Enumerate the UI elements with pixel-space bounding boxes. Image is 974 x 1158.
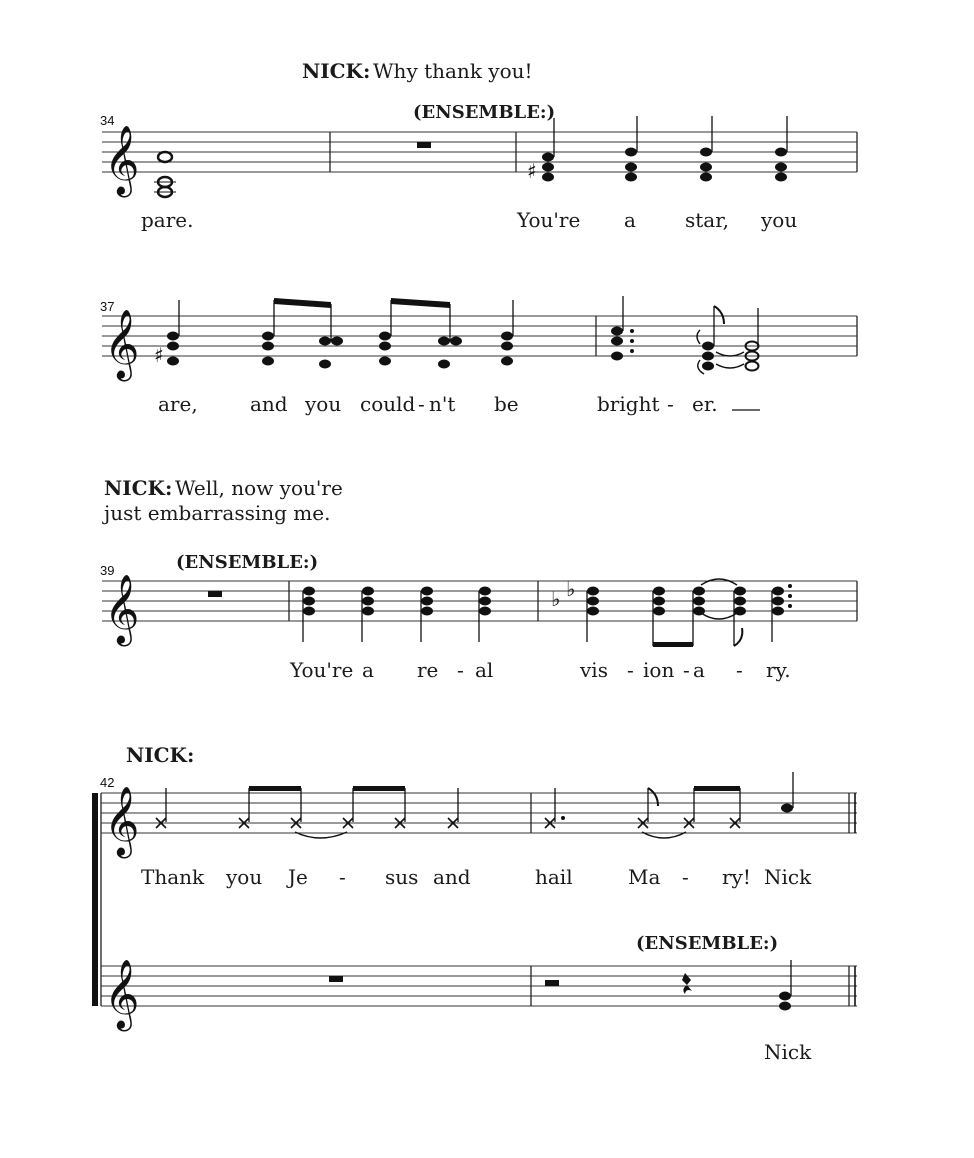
staff-lines — [102, 316, 857, 356]
lyrics-line-3 — [289, 658, 791, 682]
flat-icon: ♭ — [551, 587, 561, 611]
lyric: n't — [429, 392, 456, 416]
x-notehead-eighth — [638, 788, 658, 828]
dialogue-speaker: NICK: — [302, 59, 371, 83]
lyric: you — [761, 208, 798, 232]
measure-number: 42 — [100, 775, 115, 790]
system-4 — [92, 743, 857, 1064]
dialogue-speaker: NICK: — [104, 476, 173, 500]
lyric: and — [250, 392, 288, 416]
lyric: are, — [158, 392, 198, 416]
lyric-hyphen: - — [736, 658, 743, 682]
measure-number: 37 — [100, 299, 115, 314]
lyric: al — [475, 658, 494, 682]
lyrics-line-4 — [141, 865, 812, 889]
quarter-note — [781, 772, 793, 813]
lyrics-line-5 — [764, 1040, 812, 1064]
lyric-hyphen: - — [418, 392, 425, 416]
lyric: a — [693, 658, 705, 682]
chord-dotted-quarter — [772, 584, 792, 642]
x-notehead — [684, 786, 740, 828]
chord-eighth-pair — [262, 298, 343, 369]
lyric: and — [433, 865, 471, 889]
whole-rest-icon — [417, 142, 431, 148]
system-2 — [100, 296, 857, 416]
lyric: a — [362, 658, 374, 682]
lyric: You're — [290, 658, 354, 682]
lyric: Nick — [764, 1040, 812, 1064]
lyric: Ma — [628, 865, 661, 889]
treble-clef-icon: 𝄞 — [104, 309, 140, 379]
sharp-icon: ♯ — [527, 159, 537, 183]
treble-clef-icon: 𝄞 — [104, 786, 140, 856]
lyric: ry. — [766, 658, 791, 682]
x-notehead-dotted — [545, 788, 565, 828]
system-3 — [100, 552, 857, 682]
x-notehead — [343, 786, 405, 828]
lyric-hyphen: - — [457, 658, 464, 682]
measure-number: 39 — [100, 563, 115, 578]
lyric: er. — [692, 392, 718, 416]
dialogue-line: Well, now you're — [175, 476, 343, 500]
lyric: star, — [685, 208, 729, 232]
chord-quarter — [779, 960, 791, 1011]
lyric: Nick — [764, 865, 812, 889]
lyric: pare. — [141, 208, 194, 232]
measure-number: 34 — [100, 113, 115, 128]
chord-eighth — [734, 587, 746, 647]
chord-quarter — [303, 587, 315, 643]
x-notehead — [448, 788, 458, 828]
x-notehead — [156, 788, 166, 828]
lyric: hail — [535, 865, 573, 889]
chord-quarter — [421, 587, 433, 643]
lyric: bright — [597, 392, 660, 416]
ensemble-cue: (ENSEMBLE:) — [636, 933, 779, 954]
half-rest-icon — [545, 980, 559, 986]
lyric: vis — [580, 658, 608, 682]
chord-quarter — [362, 587, 374, 643]
treble-clef-icon: 𝄞 — [104, 574, 140, 644]
whole-note-chord — [154, 152, 176, 197]
chord-dotted-quarter — [611, 296, 634, 361]
chord-eighth-pair — [379, 298, 462, 369]
lyric: could — [360, 392, 416, 416]
lyric-hyphen: - — [667, 392, 674, 416]
system-1 — [100, 102, 857, 232]
lyric: sus — [385, 865, 419, 889]
chord-quarter — [479, 587, 491, 643]
staff-lines — [102, 132, 857, 172]
lyrics-line-1 — [141, 208, 797, 232]
lyric: be — [494, 392, 519, 416]
dialogue-why-thank-you — [302, 59, 533, 83]
lyric: a — [624, 208, 636, 232]
nick-cue: NICK: — [126, 743, 195, 767]
lyric: You're — [517, 208, 581, 232]
ensemble-cue: (ENSEMBLE:) — [413, 102, 556, 123]
lyric-hyphen: - — [682, 865, 689, 889]
lyric-hyphen: - — [627, 658, 634, 682]
treble-clef-icon: 𝄞 — [104, 959, 140, 1029]
flat-icon: ♭ — [566, 577, 576, 601]
lyric: re — [417, 658, 439, 682]
sharp-icon: ♯ — [154, 343, 164, 367]
lyric: Je — [288, 865, 308, 889]
lyrics-line-2 — [158, 392, 760, 416]
x-notehead — [239, 786, 301, 828]
dialogue-embarrassing — [102, 476, 343, 525]
lyric: ry! — [722, 865, 751, 889]
dialogue-line: Why thank you! — [373, 59, 533, 83]
treble-clef-icon: 𝄞 — [104, 125, 140, 195]
ensemble-cue: (ENSEMBLE:) — [176, 552, 319, 573]
whole-rest-icon — [329, 976, 343, 982]
chord-quarter — [587, 587, 599, 643]
lyric: ion — [643, 658, 675, 682]
lyric: you — [226, 865, 263, 889]
lyric: Thank — [141, 865, 205, 889]
lyric-hyphen: - — [683, 658, 690, 682]
staff-lines-lower — [101, 966, 857, 1006]
lyric-hyphen: - — [339, 865, 346, 889]
system-bracket — [92, 793, 98, 1006]
dialogue-line: just embarrassing me. — [104, 501, 331, 525]
chord-eighth-pair — [653, 579, 737, 647]
staff-lines-upper — [101, 793, 857, 833]
whole-rest-icon — [208, 591, 222, 597]
lyric: you — [305, 392, 342, 416]
